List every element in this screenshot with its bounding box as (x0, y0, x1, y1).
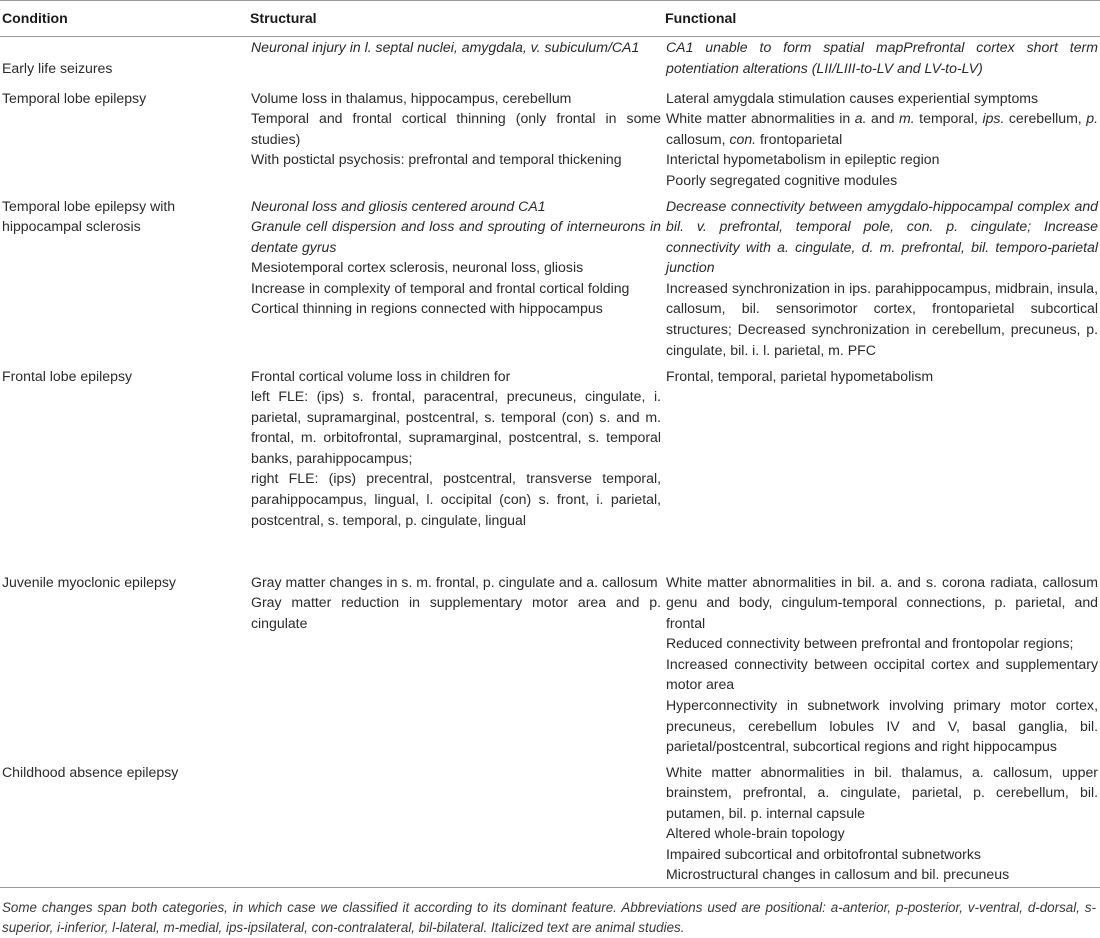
structural-cell (248, 762, 663, 888)
structural-finding: Cortical thinning in regions connected with hippocampus (251, 300, 603, 317)
condition-label: Frontal lobe epilepsy (2, 367, 133, 384)
structural-finding: Frontal cortical volume loss in children for (251, 367, 511, 384)
functional-finding: White matter abnormalities in a. and m. temporal, ips. cerebellum, p. callosum, con. frontoparietal (666, 110, 1098, 147)
functional-finding: Frontal, temporal, parietal hypometabolism (666, 367, 934, 384)
functional-finding: Hyperconnectivity in subnetwork involving primary motor cortex, precuneus, cerebellum lobules IV and V, basal ganglia, bil. parietal/postcentral, subcortical regions and right hippocampus (666, 697, 1098, 755)
structural-finding: Temporal and frontal cortical thinning (only frontal in some studies) (251, 110, 661, 147)
functional-finding: Decrease connectivity between amygdalo-hippocampal complex and bil. v. prefrontal, temporal pole, con. p. cingulate; Increase connectivity with a. cingulate, d. m. prefrontal, bil. temporo-parietal junction (666, 197, 1098, 276)
structural-cell (248, 88, 663, 196)
functional-finding: Increased connectivity between occipital cortex and supplementary motor area (666, 655, 1098, 693)
functional-cell (663, 37, 1100, 88)
table-body (0, 37, 1100, 888)
structural-cell (248, 37, 663, 88)
condition-cell (0, 572, 248, 762)
condition-label: Early life seizures (2, 60, 113, 76)
condition-label: Temporal lobe epilepsy (2, 89, 147, 106)
header-condition: Condition (0, 1, 248, 37)
functional-cell (663, 88, 1100, 196)
structural-finding: Neuronal loss and gliosis centered around CA1 (251, 197, 546, 214)
functional-finding-italic: a. (854, 110, 867, 127)
functional-finding: White matter abnormalities in bil. thalamus, a. callosum, upper brainstem, prefrontal, a. cingulate, parietal, p. cerebellum, bil. putamen, bil. p. internal capsule (666, 763, 1098, 821)
functional-finding: CA1 unable to form spatial mapPrefrontal cortex short term potentiation alterations (LII/LIII-to-LV and LV-to-LV) (666, 39, 1098, 76)
functional-finding: Reduced connectivity between prefrontal and frontopolar regions; (666, 635, 1074, 652)
table-row (0, 37, 1100, 88)
functional-finding: Increased synchronization in ips. parahippocampus, midbrain, insula, callosum, bil. sensorimotor cortex, frontoparietal subcortical structures; Decreased synchronization in cerebellum, precuneus, p. cingulate, bil. i. l. parietal, m. PFC (666, 279, 1098, 358)
header-structural: Structural (248, 1, 663, 37)
condition-cell (0, 366, 248, 572)
condition-cell (0, 762, 248, 888)
table-row (0, 88, 1100, 196)
functional-finding: Interictal hypometabolism in epileptic region (666, 151, 940, 168)
structural-cell (248, 366, 663, 572)
functional-finding: Lateral amygdala stimulation causes experiential symptoms (666, 89, 1039, 106)
condition-label: Childhood absence epilepsy (2, 763, 179, 780)
functional-finding: Altered whole-brain topology (666, 825, 845, 842)
functional-finding-italic: m. (899, 110, 915, 127)
functional-cell (663, 762, 1100, 888)
structural-finding: right FLE: (ips) precentral, postcentral, transverse temporal, parahippocampus, lingual, l. occipital (con) s. front, i. parietal, postcentral, s. temporal, p. cingulate, lingual (251, 470, 661, 528)
functional-finding: White matter abnormalities in bil. a. and s. corona radiata, callosum genu and body, cingulum-temporal connections, p. parietal, and frontal (666, 573, 1098, 631)
structural-finding: With postictal psychosis: prefrontal and temporal thickening (251, 151, 622, 168)
condition-label: Temporal lobe epilepsy with hippocampal sclerosis (2, 197, 176, 235)
structural-finding: Volume loss in thalamus, hippocampus, cerebellum (251, 89, 572, 106)
functional-cell (663, 196, 1100, 366)
structural-finding: Neuronal injury in l. septal nuclei, amygdala, v. subiculum/CA1 (251, 39, 640, 55)
structural-finding: Gray matter reduction in supplementary motor area and p. cingulate (251, 594, 661, 631)
table-row (0, 196, 1100, 366)
functional-finding: Impaired subcortical and orbitofrontal subnetworks (666, 845, 981, 862)
functional-finding: Microstructural changes in callosum and bil. precuneus (666, 866, 1010, 883)
structural-finding: Granule cell dispersion and loss and sprouting of interneurons in dentate gyrus (251, 218, 661, 255)
functional-finding-italic: p. (1086, 110, 1098, 127)
functional-finding-italic: ips. (982, 110, 1005, 127)
table-header-row (0, 1, 1100, 37)
table-row (0, 762, 1100, 888)
structural-cell (248, 196, 663, 366)
functional-cell (663, 366, 1100, 572)
condition-label: Juvenile myoclonic epilepsy (2, 573, 176, 590)
structural-finding: left FLE: (ips) s. frontal, paracentral, precuneus, cingulate, i. parietal, supramarginal, postcentral, s. temporal (con) s. and m. frontal, m. orbitofrontal, supramarginal, postcentral, s. temporal banks, parahippocampus; (251, 388, 661, 466)
functional-finding-italic: con. (729, 130, 757, 147)
functional-finding: Poorly segregated cognitive modules (666, 171, 898, 188)
structural-finding: Gray matter changes in s. m. frontal, p. cingulate and a. callosum (251, 573, 658, 590)
structural-finding: Mesiotemporal cortex sclerosis, neuronal loss, gliosis (251, 259, 584, 276)
condition-cell (0, 37, 248, 88)
condition-cell (0, 196, 248, 366)
table-footnote: Some changes span both categories, in which case we classified it according to its dominant feature. Abbreviations used are positional: a-anterior, p-posterior, v-ventral, d-dorsal, s-superior, i-inferior, l-lateral, m-medial, ips-ipsilateral, con-contralateral, bil-bilateral. Italicized text are animal studies. (2, 900, 1096, 935)
functional-cell (663, 572, 1100, 762)
header-functional: Functional (663, 1, 1100, 37)
table-row (0, 366, 1100, 572)
table-row (0, 572, 1100, 762)
condition-cell (0, 88, 248, 196)
structural-finding: Increase in complexity of temporal and frontal cortical folding (251, 279, 630, 296)
structural-cell (248, 572, 663, 762)
